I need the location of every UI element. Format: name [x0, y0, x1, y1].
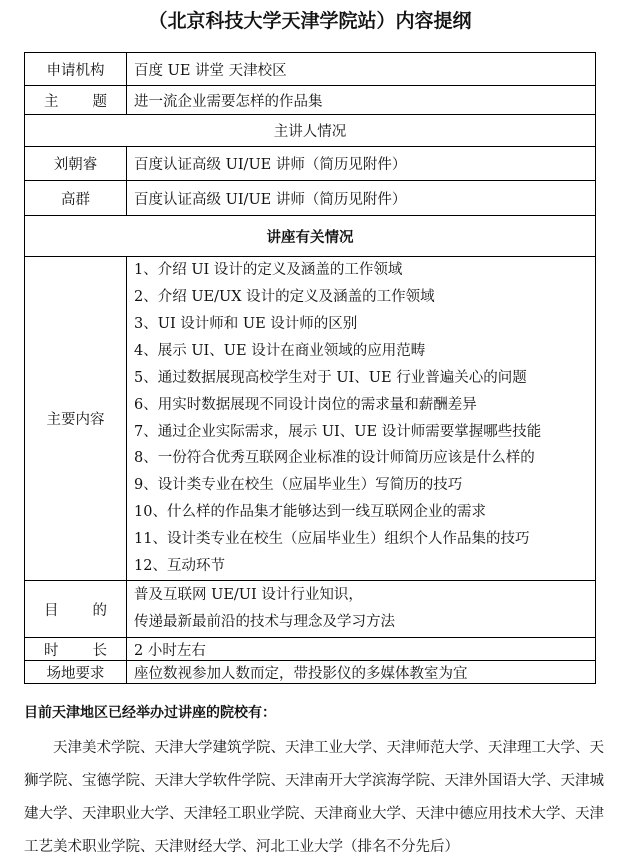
speaker-desc: 百度认证高级 UI/UE 讲师（简历见附件）: [127, 147, 596, 181]
goal-value: [127, 581, 596, 638]
content-item: 12、互动环节: [134, 558, 225, 575]
schools-line: 工艺美术职业学院、天津财经大学、河北工业大学（排名不分先后）: [24, 839, 459, 855]
content-item: 4、展示 UI、UE 设计在商业领域的应用范畴: [134, 342, 426, 359]
content-list: [127, 257, 596, 581]
content-item: 5、通过数据展现高校学生对于 UI、UE 行业普遍关心的问题: [134, 369, 527, 386]
speaker-desc: 百度认证高级 UI/UE 讲师（简历见附件）: [127, 181, 596, 216]
page-title: （北京科技大学天津学院站）内容提纲: [148, 10, 472, 32]
content-item: 6、用实时数据展现不同设计岗位的需求量和薪酬差异: [134, 396, 477, 413]
goal-label-1: 目: [44, 602, 59, 619]
row-venue: [25, 661, 596, 684]
goal-label: [25, 581, 127, 638]
topic-value: 进一流企业需要怎样的作品集: [127, 86, 596, 115]
schools-line: 建大学、天津职业大学、天津轻工职业学院、天津商业大学、天津中德应用技术大学、天津: [24, 806, 604, 822]
row-speakers-header: [25, 115, 596, 147]
goal-label-2: 的: [92, 602, 107, 619]
row-speaker: [25, 181, 596, 216]
venue-label: 场地要求: [25, 661, 127, 684]
content-item: 7、通过企业实际需求，展示 UI、UE 设计师需要掌握哪些技能: [134, 423, 542, 440]
speaker-name: 高群: [25, 181, 127, 216]
speakers-header: 主讲人情况: [25, 115, 596, 147]
row-topic: [25, 86, 596, 115]
goal-line: 普及互联网 UE/UI 设计行业知识，: [134, 587, 363, 604]
schools-line: 狮学院、宝德学院、天津大学软件学院、天津南开大学滨海学院、天津外国语大学、天津城: [24, 773, 604, 789]
outline-table: [24, 52, 596, 684]
duration-label-2: 长: [92, 642, 107, 659]
org-value: 百度 UE 讲堂 天津校区: [127, 53, 596, 86]
duration-value: 2 小时左右: [127, 638, 596, 661]
lecture-header: 讲座有关情况: [25, 216, 596, 257]
schools-heading: 目前天津地区已经举办过讲座的院校有：: [24, 705, 276, 721]
goal-line: 传递最新最前沿的技术与理念及学习方法: [134, 614, 395, 630]
content-item: 8、一份符合优秀互联网企业标准的设计师简历应该是什么样的: [134, 450, 535, 467]
row-lecture-header: [25, 216, 596, 257]
content-item: 10、什么样的作品集才能够达到一线互联网企业的需求: [134, 504, 486, 521]
row-speaker: [25, 147, 596, 181]
row-organization: [25, 53, 596, 86]
topic-label-1: 主: [44, 93, 59, 110]
duration-label-1: 时: [44, 642, 59, 659]
topic-label: [25, 86, 127, 115]
speaker-name: 刘朝睿: [25, 147, 127, 181]
schools-paragraph: [24, 732, 604, 864]
duration-label: [25, 638, 127, 661]
content-label: 主要内容: [25, 257, 127, 581]
content-item: 1、介绍 UI 设计的定义及涵盖的工作领域: [134, 262, 403, 279]
venue-value: 座位数视参加人数而定，带投影仪的多媒体教室为宜: [127, 661, 596, 684]
row-goal: [25, 581, 596, 638]
schools-line: 天津美术学院、天津大学建筑学院、天津工业大学、天津师范大学、天津理工大学、天: [53, 740, 604, 756]
content-item: 9、设计类专业在校生（应届毕业生）写简历的技巧: [134, 477, 463, 494]
topic-label-2: 题: [92, 93, 107, 110]
row-main-content: [25, 257, 596, 581]
content-item: 3、UI 设计师和 UE 设计师的区别: [134, 315, 358, 332]
content-item: 11、设计类专业在校生（应届毕业生）组织个人作品集的技巧: [134, 531, 530, 548]
org-label: 申请机构: [25, 53, 127, 86]
row-duration: [25, 638, 596, 661]
content-item: 2、介绍 UE/UX 设计的定义及涵盖的工作领域: [134, 288, 435, 305]
